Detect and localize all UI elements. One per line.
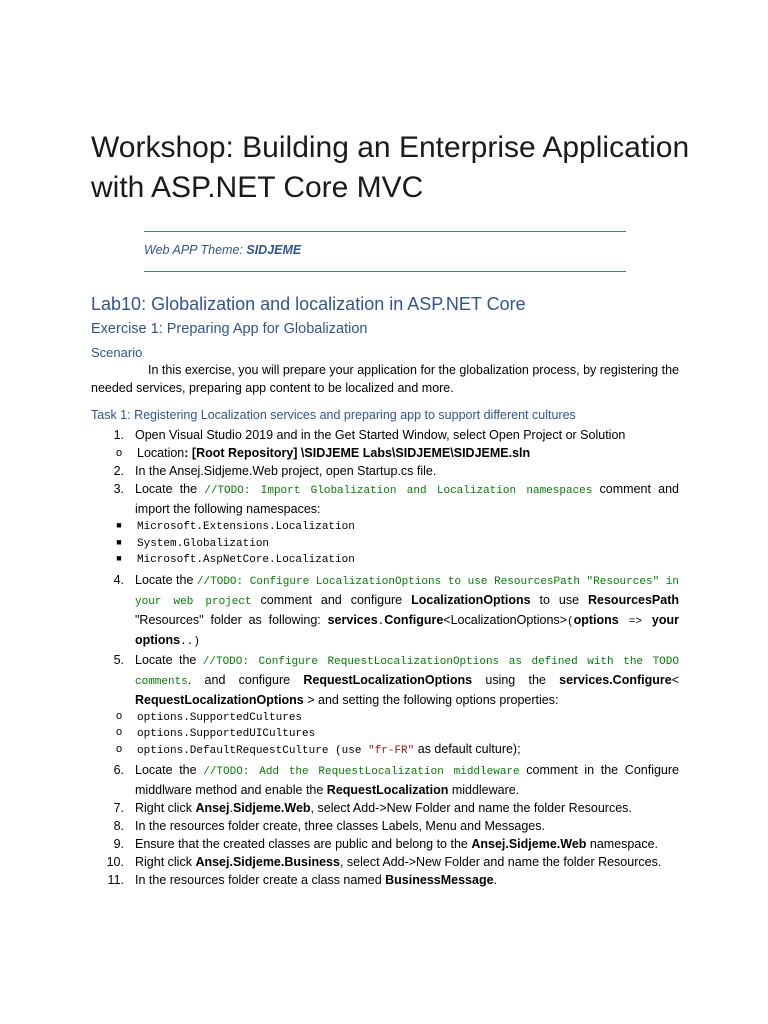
- option-item: [91, 725, 679, 742]
- code-term: Ansej.Sidjeme.Business: [195, 855, 340, 869]
- namespace-name: Microsoft.Extensions.Localization: [137, 521, 355, 533]
- square-bullet-icon: ■: [116, 520, 122, 530]
- todo-comment: //TODO: Add the RequestLocalization middleware: [203, 766, 520, 778]
- code-term: RequestLocalizationOptions: [135, 692, 304, 707]
- step-text-post: , select Add->New Folder and name the folder Resources.: [339, 855, 662, 869]
- step-text-pre: Locate the: [135, 652, 203, 667]
- code-term: Ansej: [195, 801, 230, 815]
- option-note: as default culture);: [414, 741, 521, 756]
- step-number: 7.: [113, 801, 124, 815]
- option-item: [91, 709, 679, 726]
- code-term: your options: [135, 612, 679, 647]
- circle-bullet-icon: o: [115, 709, 123, 722]
- namespace-item: [91, 518, 679, 535]
- page-title: Workshop: Building an Enterprise Application with ASP.NET Core MVC: [91, 131, 690, 204]
- step-number: 1.: [113, 428, 124, 442]
- step-number: 2.: [113, 464, 124, 478]
- todo-comment: //TODO: Configure LocalizationOptions to use ResourcesPath "Resources" in your web project: [135, 575, 679, 608]
- step-number: 8.: [113, 819, 124, 833]
- option-name: options.DefaultRequestCulture (use: [137, 744, 369, 757]
- step-text: comment and configure: [251, 592, 412, 607]
- divider-top: [144, 231, 626, 232]
- code-term: LocalizationOptions: [411, 592, 531, 607]
- task-heading: Task 1: Registering Localization services and preparing app to support different cultures: [91, 408, 576, 422]
- todo-comment: //TODO: Configure RequestLocalizationOptions as defined with the TODO comments: [135, 655, 679, 688]
- step-text-post: comment and import the following namespaces:: [135, 482, 679, 516]
- step-text: "Resources" folder as following:: [135, 612, 328, 627]
- scenario-text: In this exercise, you will prepare your application for the globalization process, by registering the needed services, preparing app content to be localized and more.: [91, 363, 679, 395]
- location-path: : [Root Repository] \SIDJEME Labs\SIDJEME\SIDJEME.sln: [184, 446, 531, 460]
- step-text: .: [229, 801, 233, 815]
- step-number: 6.: [113, 763, 124, 777]
- step-number: 3.: [113, 482, 124, 496]
- step-text: using the: [472, 672, 560, 687]
- location-label: Location: [137, 446, 185, 460]
- option-name: options.SupportedUICultures: [137, 728, 316, 740]
- code-term: options: [573, 612, 619, 627]
- code-term: ResourcesPath: [588, 592, 680, 607]
- step-text-post: , select Add->New Folder and name the folder Resources.: [310, 801, 632, 815]
- circle-bullet-icon: o: [115, 447, 123, 459]
- step-5: [91, 651, 679, 709]
- theme-line: [144, 243, 301, 257]
- step-text-pre: Locate the: [135, 482, 205, 496]
- lab-heading: [91, 294, 526, 315]
- divider-bottom: [144, 271, 626, 272]
- step-text: . and configure: [187, 672, 304, 687]
- culture-string: "fr-FR": [368, 744, 415, 757]
- step-text-pre: Ensure that the created classes are public and belong to the: [135, 837, 472, 851]
- theme-label: Web APP Theme:: [144, 243, 247, 257]
- step-3: [91, 480, 679, 518]
- code-punct: (: [567, 615, 574, 628]
- square-bullet-icon: ■: [116, 536, 122, 547]
- step-1: [91, 426, 679, 444]
- namespace-item: [91, 535, 679, 552]
- code-term: services: [327, 612, 378, 627]
- namespace-name: System.Globalization: [137, 537, 270, 550]
- step-11: [91, 871, 679, 889]
- step-10: [91, 853, 679, 871]
- scenario-heading: Scenario: [91, 345, 143, 360]
- step-text-post: .: [493, 873, 498, 887]
- code-term: Sidjeme.Web: [232, 801, 311, 815]
- step-text-post: namespace.: [586, 837, 658, 851]
- step-number: 9.: [113, 837, 124, 851]
- code-term: services.Configure: [559, 672, 672, 687]
- code-generic: <LocalizationOptions>: [443, 612, 567, 627]
- step-text-pre: Right click: [135, 801, 196, 815]
- theme-name: SIDJEME: [246, 243, 302, 257]
- step-text: In the resources folder create, three classes Labels, Menu and Messages.: [135, 819, 545, 833]
- steps-list: [91, 426, 679, 889]
- step-1-location: [91, 444, 679, 462]
- step-number: 10.: [106, 855, 124, 869]
- step-text: <: [671, 672, 679, 687]
- step-text: Open Visual Studio 2019 and in the Get Started Window, select Open Project or Solution: [135, 428, 626, 442]
- exercise-heading: Exercise 1: Preparing App for Globalization: [91, 321, 368, 337]
- step-text-pre: Locate the: [135, 572, 197, 587]
- step-text: comment in the Configure middlware method and enable the: [135, 763, 679, 797]
- step-text-pre: In the resources folder create a class named: [135, 873, 386, 887]
- option-item: [91, 742, 679, 759]
- step-2: [91, 462, 679, 480]
- code-term: Configure: [384, 612, 444, 627]
- option-name: options.SupportedCultures: [137, 711, 303, 724]
- code-term: Ansej.Sidjeme.Web: [471, 837, 587, 851]
- circle-bullet-icon: o: [115, 742, 123, 755]
- step-text: In the Ansej.Sidjeme.Web project, open Startup.cs file.: [135, 464, 437, 478]
- step-7: [91, 799, 679, 817]
- step-text-post: middleware.: [448, 783, 520, 797]
- step-text-post: > and setting the following options properties:: [303, 692, 559, 707]
- step-text-pre: Locate the: [135, 763, 204, 777]
- lab-title: : Globalization and localization in ASP.NET Core: [141, 294, 526, 314]
- circle-bullet-icon: o: [115, 726, 123, 738]
- square-bullet-icon: ■: [116, 553, 122, 563]
- code-punct: .: [377, 615, 385, 628]
- todo-comment: //TODO: Import Globalization and Localization namespaces: [204, 485, 593, 497]
- step-4: [91, 571, 679, 651]
- code-punct: ..): [180, 635, 200, 648]
- step-text-pre: Right click: [135, 855, 196, 869]
- step-text: to use: [530, 592, 588, 607]
- code-punct: =>: [618, 615, 652, 628]
- step-number: 11.: [107, 873, 124, 887]
- step-number: 4.: [113, 572, 124, 587]
- step-number: 5.: [113, 652, 124, 667]
- namespace-item: [91, 551, 679, 568]
- step-9: [91, 835, 679, 853]
- step-8: [91, 817, 679, 835]
- code-term: RequestLocalizationOptions: [303, 672, 473, 687]
- step-6: [91, 761, 679, 799]
- namespace-name: Microsoft.AspNetCore.Localization: [137, 554, 355, 566]
- code-term: BusinessMessage: [385, 873, 494, 887]
- code-term: RequestLocalization: [326, 783, 449, 797]
- lab-number: Lab10: [91, 294, 142, 314]
